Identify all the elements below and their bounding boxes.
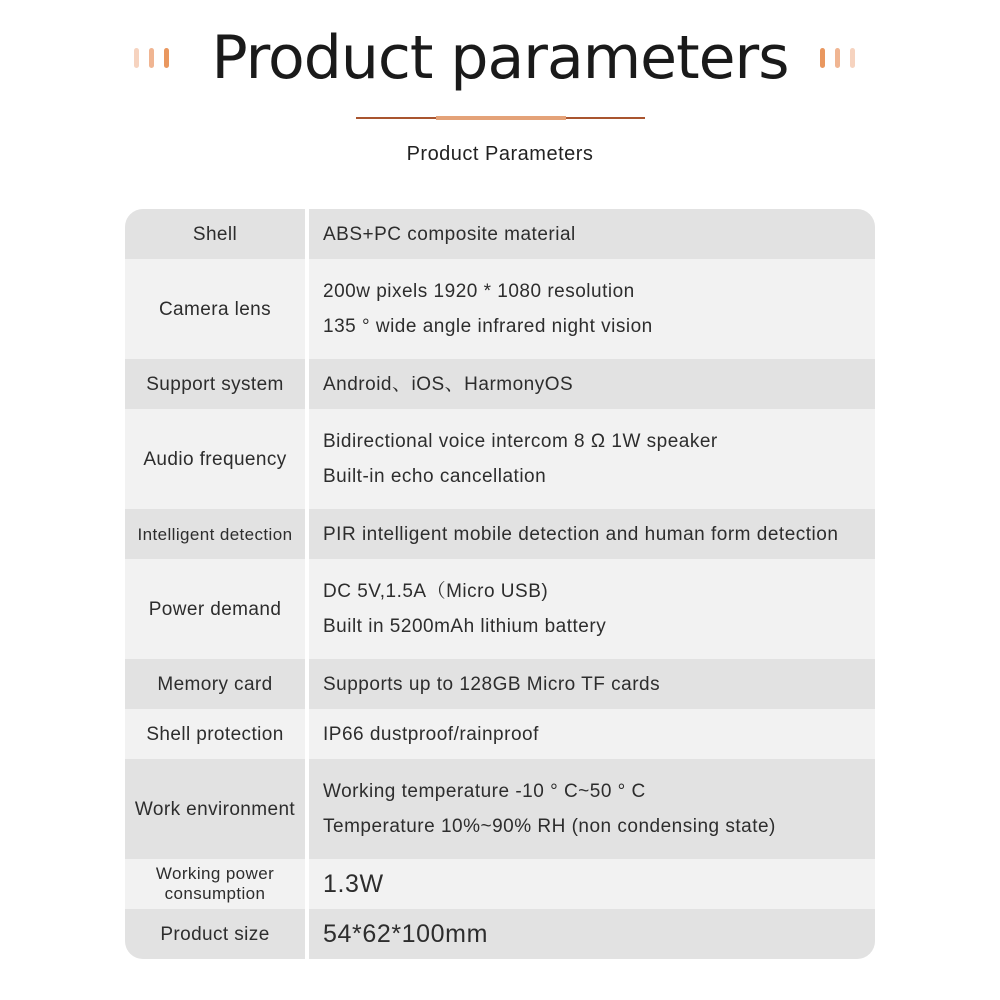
row-value (309, 209, 875, 259)
value-line: 200w pixels 1920 * 1080 resolution (323, 281, 635, 302)
row-value (309, 359, 875, 409)
table-row (125, 659, 875, 709)
row-value (309, 409, 875, 509)
row-value (309, 259, 875, 359)
table-row (125, 359, 875, 409)
row-label: Product size (160, 923, 270, 945)
value-line: 1.3W (323, 869, 384, 898)
row-value (309, 559, 875, 659)
row-value (309, 759, 875, 859)
table-row (125, 709, 875, 759)
table-row (125, 559, 875, 659)
row-value (309, 659, 875, 709)
row-value (309, 859, 875, 909)
row-value (309, 909, 875, 959)
row-label: Shell (192, 223, 238, 245)
value-line: 54*62*100mm (323, 919, 489, 948)
page-title: Product parameters (211, 23, 789, 93)
row-label: Shell protection (146, 723, 284, 745)
value-line: DC 5V,1.5A（Micro USB) (323, 581, 549, 602)
value-line: Built in 5200mAh lithium battery (323, 616, 607, 637)
table-row (125, 909, 875, 959)
decor-bar (820, 48, 825, 68)
value-line: Bidirectional voice intercom 8 Ω 1W speaker (323, 431, 718, 452)
row-label: Power demand (148, 598, 282, 620)
value-line: Supports up to 128GB Micro TF cards (323, 673, 661, 695)
row-label: Camera lens (158, 298, 272, 320)
table-row (125, 759, 875, 859)
row-value (309, 509, 875, 559)
value-line: IP66 dustproof/rainproof (323, 723, 539, 745)
row-label: Support system (146, 373, 284, 395)
title-underline-accent (436, 116, 566, 120)
value-line: ABS+PC composite material (323, 223, 576, 245)
value-line: Android、iOS、HarmonyOS (323, 373, 574, 395)
table-row (125, 209, 875, 259)
table-row (125, 409, 875, 509)
decor-bar (850, 48, 855, 68)
row-label: Working power consumption (155, 864, 275, 903)
row-label: Work environment (134, 798, 296, 820)
value-line: PIR intelligent mobile detection and human form detection (323, 523, 839, 545)
row-label: Memory card (157, 673, 273, 695)
row-label: Intelligent detection (137, 524, 293, 544)
value-line: Temperature 10%~90% RH (non condensing state) (323, 816, 776, 837)
right-decoration (820, 48, 855, 70)
row-value (309, 709, 875, 759)
value-line: 135 ° wide angle infrared night vision (323, 316, 653, 337)
parameters-table (125, 209, 875, 959)
row-label: Audio frequency (143, 448, 287, 470)
table-row (125, 259, 875, 359)
page-subtitle: Product Parameters (406, 143, 594, 165)
table-row (125, 859, 875, 909)
table-row (125, 509, 875, 559)
decor-bar (835, 48, 840, 68)
value-line: Built-in echo cancellation (323, 466, 547, 487)
value-line: Working temperature -10 ° C~50 ° C (323, 781, 646, 802)
